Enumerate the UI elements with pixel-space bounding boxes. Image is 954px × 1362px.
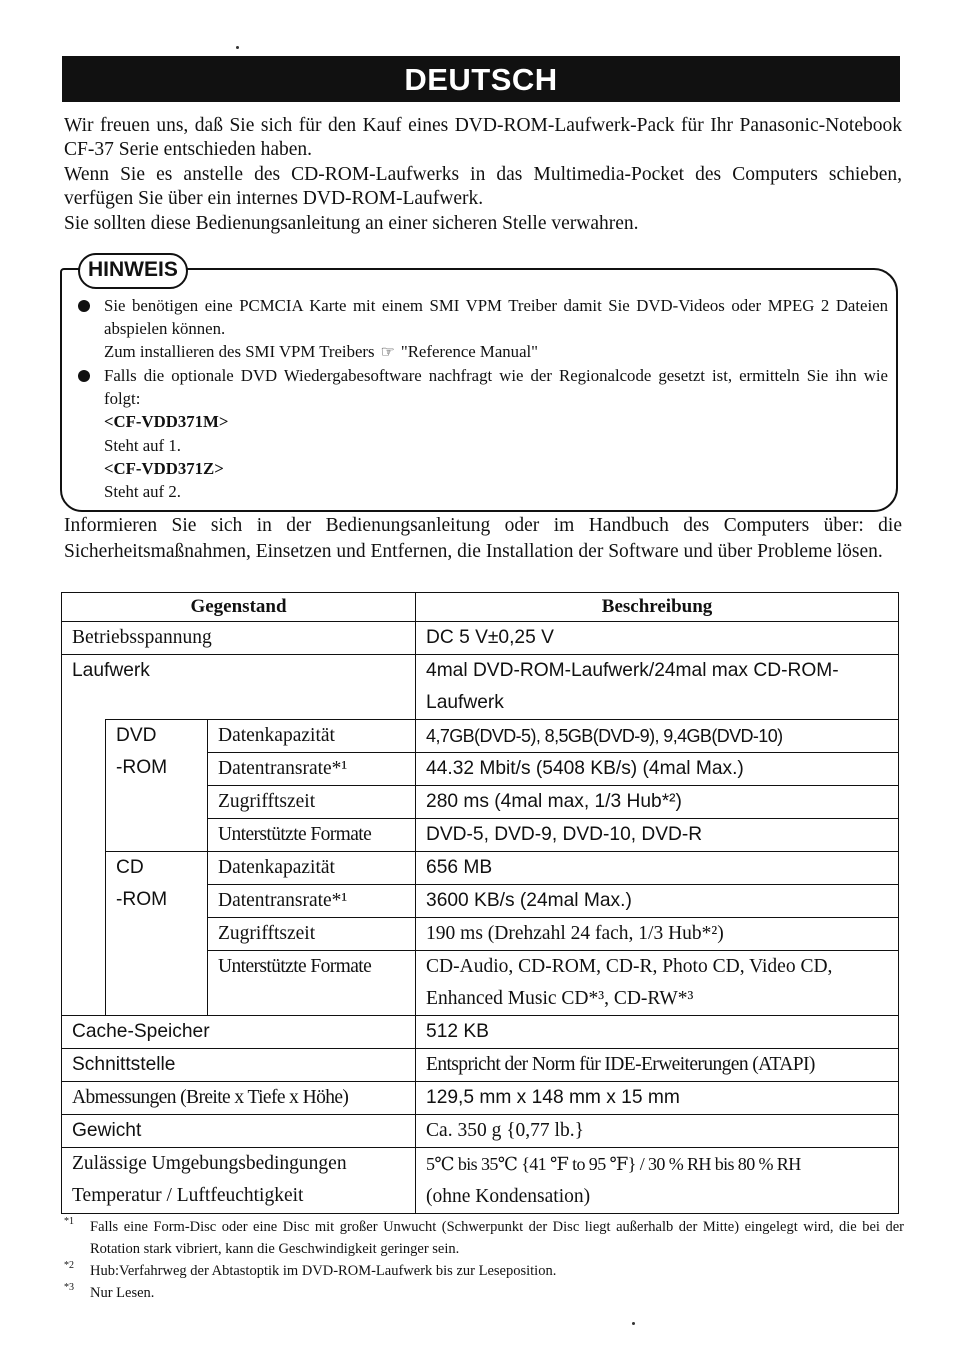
table-header-row	[62, 593, 899, 622]
spec-label: Laufwerk	[62, 655, 416, 720]
table-row	[62, 1082, 899, 1115]
spec-value: 44.32 Mbit/s (5408 KB/s) (4mal Max.)	[416, 753, 899, 786]
scan-speck	[236, 46, 239, 49]
intro-paragraph-1: Wir freuen uns, daß Sie sich für den Kauf eines DVD-ROM-Laufwerk-Pack für Ihr Panasonic-Notebook CF-37 Serie entschieden haben.	[64, 115, 902, 161]
section-title-banner: DEUTSCH	[62, 56, 900, 102]
spec-label: Zugrifftszeit	[208, 918, 416, 951]
spec-value: 3600 KB/s (24mal Max.)	[416, 885, 899, 918]
spec-label: Schnittstelle	[62, 1049, 416, 1082]
specifications-table	[61, 592, 899, 1214]
spec-label: Betriebsspannung	[62, 622, 416, 655]
note-item-text: Sie benötigen eine PCMCIA Karte mit einem SMI VPM Treiber damit Sie DVD-Videos oder MPEG 2 Dateien abspielen können.	[104, 296, 888, 339]
spec-value: 656 MB	[416, 852, 899, 885]
note-content	[76, 294, 888, 503]
spec-value: 5℃ bis 35℃ {41 ℉ to 95 ℉} / 30 % RH bis 80 % RH (ohne Kondensation)	[416, 1148, 899, 1214]
footnotes	[64, 1216, 904, 1304]
dvd-group-label: DVD -ROM	[106, 720, 208, 852]
note-item-pcmcia	[76, 294, 888, 364]
intro-text	[64, 114, 902, 236]
spec-label: Datentransrate*¹	[208, 885, 416, 918]
column-header-item: Gegenstand	[62, 593, 416, 622]
spec-label: Gewicht	[62, 1115, 416, 1148]
manual-reference-text: Informieren Sie sich in der Bedienungsanleitung oder im Handbuch des Computers über: die Sicherheitsmaßnahmen, Einsetzen und Entfernen, die Installation der Software und über Probleme lösen.	[64, 515, 902, 562]
reference-arrow-icon: ☞	[380, 344, 395, 362]
spec-value: Entspricht der Norm für IDE-Erweiterungen (ATAPI)	[416, 1049, 899, 1082]
table-row	[62, 1049, 899, 1082]
bullet-icon	[78, 370, 90, 382]
note-item-reference: Zum installieren des SMI VPM Treibers ☞ "Reference Manual"	[104, 340, 888, 364]
footnote: *2 Hub:Verfahrweg der Abtastoptik im DVD-ROM-Laufwerk bis zur Leseposition.	[64, 1260, 557, 1279]
scan-speck	[632, 1322, 635, 1325]
table-row	[62, 1016, 899, 1049]
model-name: <CF-VDD371M>	[104, 412, 229, 432]
table-row	[62, 622, 899, 655]
spec-label: Zulässige Umgebungsbedingungen Temperatur / Luftfeuchtigkeit	[62, 1148, 416, 1214]
note-item-region	[76, 364, 888, 503]
spec-label: Unterstützte Formate	[208, 951, 416, 1016]
table-row	[62, 1148, 899, 1214]
spec-value: 129,5 mm x 148 mm x 15 mm	[416, 1082, 899, 1115]
spec-value: 190 ms (Drehzahl 24 fach, 1/3 Hub*²)	[416, 918, 899, 951]
table-row	[62, 655, 899, 720]
spec-label: Datenkapazität	[208, 852, 416, 885]
spec-label: Datentransrate*¹	[208, 753, 416, 786]
column-header-description: Beschreibung	[416, 593, 899, 622]
table-row	[62, 1115, 899, 1148]
spec-label: Abmessungen (Breite x Tiefe x Höhe)	[62, 1082, 416, 1115]
spec-label: Cache-Speicher	[62, 1016, 416, 1049]
spec-value: 4,7GB(DVD-5), 8,5GB(DVD-9), 9,4GB(DVD-10)	[416, 720, 899, 753]
spec-label: Zugrifftszeit	[208, 786, 416, 819]
spec-value: 512 KB	[416, 1016, 899, 1049]
intro-paragraph-2: Wenn Sie es anstelle des CD-ROM-Laufwerks in das Multimedia-Pocket des Computers schieben, verfügen Sie über ein internes DVD-ROM-Laufwerk.	[64, 163, 902, 210]
footnote: *1 Falls eine Form-Disc oder eine Disc mit großer Unwucht (Schwerpunkt der Disc liegt außerhalb der Mitte) eingelegt wird, die bei der Rotation stark vibriert, kann die Geschwindigkeit geringer sein.	[64, 1216, 904, 1257]
note-label: HINWEIS	[78, 253, 188, 289]
spec-value: DVD-5, DVD-9, DVD-10, DVD-R	[416, 819, 899, 852]
cd-group-label: CD -ROM	[106, 852, 208, 1016]
table-row	[62, 852, 899, 885]
spec-value: 4mal DVD-ROM-Laufwerk/24mal max CD-ROM-Laufwerk	[416, 655, 899, 720]
footnote: *3 Nur Lesen.	[64, 1282, 155, 1301]
spec-value: DC 5 V±0,25 V	[416, 622, 899, 655]
intro-paragraph-3: Sie sollten diese Bedienungsanleitung an einer sicheren Stelle verwahren.	[64, 212, 639, 234]
table-row	[62, 720, 899, 753]
bullet-icon	[78, 300, 90, 312]
spec-label: Datenkapazität	[208, 720, 416, 753]
model-name: <CF-VDD371Z>	[104, 458, 224, 478]
spec-value: 280 ms (4mal max, 1/3 Hub*²)	[416, 786, 899, 819]
spec-value: Ca. 350 g {0,77 lb.}	[416, 1115, 899, 1148]
spec-value: CD-Audio, CD-ROM, CD-R, Photo CD, Video CD, Enhanced Music CD*³, CD-RW*³	[416, 951, 899, 1016]
note-item-text: Falls die optionale DVD Wiedergabesoftware nachfragt wie der Regionalcode gesetzt ist, ermitteln Sie ihn wie folgt:	[104, 366, 888, 409]
spec-label: Unterstützte Formate	[208, 819, 416, 852]
model-region-value: Steht auf 2.	[104, 481, 181, 501]
model-region-value: Steht auf 1.	[104, 435, 181, 455]
